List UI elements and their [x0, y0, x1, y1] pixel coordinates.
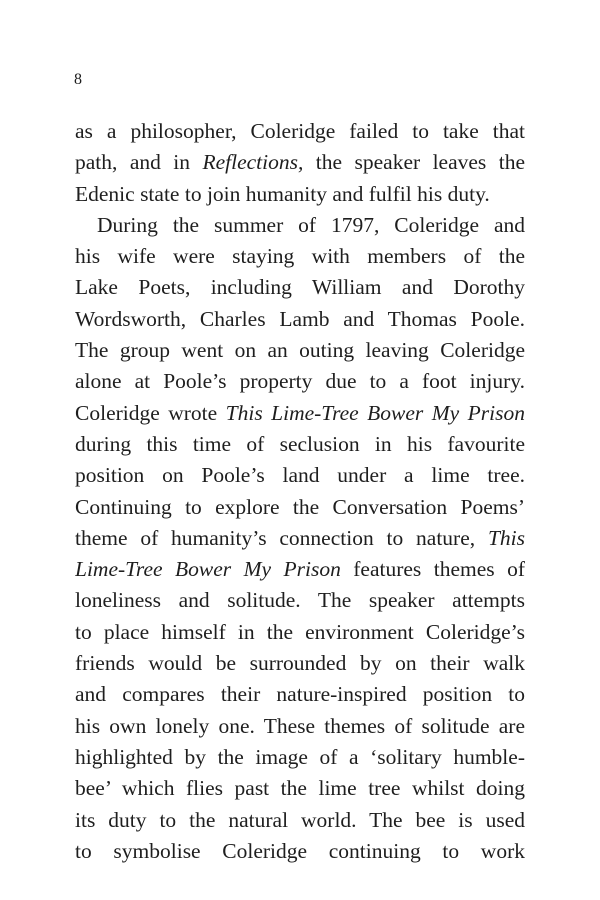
italic-title: This [487, 525, 525, 550]
text-line [75, 773, 525, 804]
text-segment: theme of humanity’s connection to nature, [75, 525, 488, 550]
text-line [75, 711, 525, 742]
text-line [75, 460, 525, 491]
text-segment: The group went on an outing leaving Coleridge [75, 338, 525, 363]
text-segment: Continuing to explore the Conversation Poems’ [75, 494, 525, 519]
text-line [75, 241, 525, 272]
italic-title: Reflections, [202, 150, 304, 175]
text-segment: features themes of [340, 557, 525, 582]
text-segment: Coleridge wrote [75, 400, 226, 425]
text-segment: and compares their nature-inspired position to [75, 682, 525, 707]
text-line [75, 585, 525, 616]
text-segment: Edenic state to join humanity and fulfil his duty. [75, 181, 490, 206]
body-text [75, 116, 525, 867]
text-segment: loneliness and solitude. The speaker attempts [75, 588, 525, 613]
text-line [75, 492, 525, 523]
page-number: 8 [74, 71, 82, 88]
text-segment: bee’ which flies past the lime tree whilst doing [75, 776, 525, 801]
text-line [75, 147, 525, 178]
text-segment: his wife were staying with members of the [75, 244, 525, 269]
text-line [75, 617, 525, 648]
text-line [75, 429, 525, 460]
text-segment: the speaker leaves the [303, 150, 525, 175]
italic-title: Lime-Tree Bower My Prison [75, 557, 341, 582]
text-segment: friends would be surrounded by on their walk [75, 651, 525, 676]
text-segment: alone at Poole’s property due to a foot injury. [75, 369, 525, 394]
text-segment: its duty to the natural world. The bee is used [75, 807, 525, 832]
text-segment: During the summer of 1797, Coleridge and [97, 212, 525, 237]
text-line [75, 836, 525, 867]
text-line [75, 679, 525, 710]
text-segment: to symbolise Coleridge continuing to work [75, 838, 525, 863]
text-line [75, 648, 525, 679]
text-segment: path, and in [75, 150, 203, 175]
text-line [75, 179, 525, 210]
italic-title: This Lime-Tree Bower My Prison [225, 400, 525, 425]
text-segment: Wordsworth, Charles Lamb and Thomas Poole. [75, 306, 525, 331]
text-line [75, 805, 525, 836]
text-segment: position on Poole’s land under a lime tree. [75, 463, 525, 488]
text-segment: as a philosopher, Coleridge failed to take that [75, 119, 525, 143]
text-segment: to place himself in the environment Coleridge’s [75, 619, 525, 644]
text-segment: highlighted by the image of a ‘solitary humble- [75, 744, 525, 769]
text-segment: during this time of seclusion in his favourite [75, 431, 525, 456]
text-line [75, 304, 525, 335]
text-line [75, 116, 525, 147]
text-line [75, 554, 525, 585]
text-line [75, 398, 525, 429]
text-line [75, 335, 525, 366]
text-line [75, 523, 525, 554]
text-line [75, 366, 525, 397]
text-segment: his own lonely one. These themes of solitude are [75, 713, 525, 738]
text-line [75, 742, 525, 773]
text-line [75, 272, 525, 303]
text-segment: Lake Poets, including William and Dorothy [75, 275, 525, 300]
text-line [75, 210, 525, 241]
